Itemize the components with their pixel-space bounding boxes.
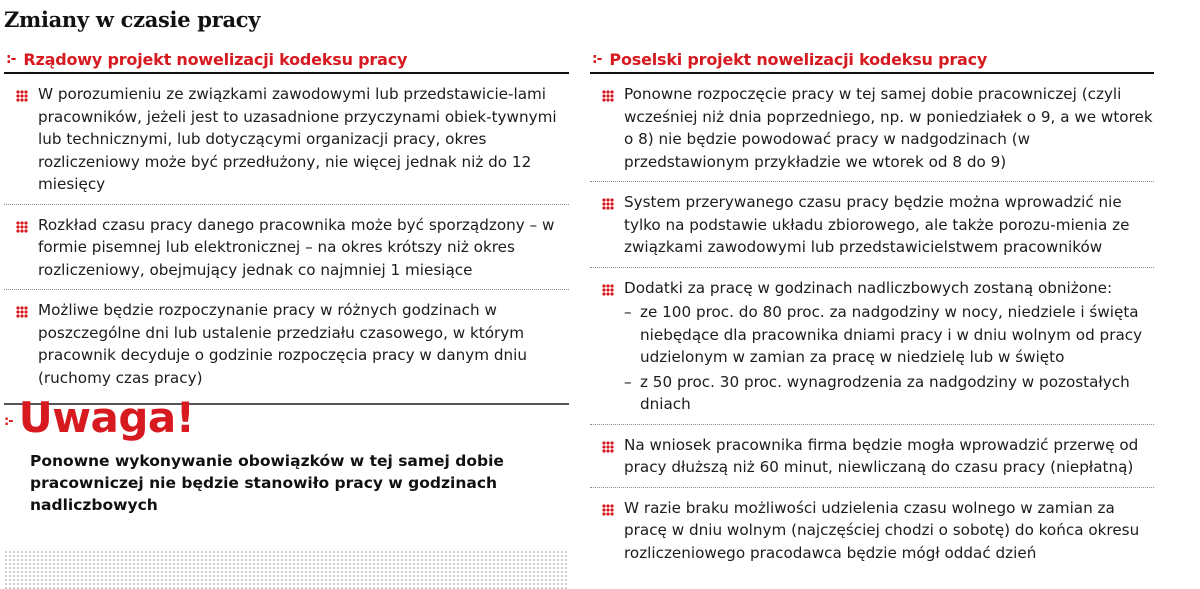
warning-header	[4, 394, 569, 442]
warning-title: Uwaga!	[18, 393, 195, 442]
left-section-header	[4, 46, 569, 74]
right-section-title: Poselski projekt nowelizacji kodeksu pracy	[609, 49, 988, 69]
dot-grid-bullet-icon	[602, 504, 614, 516]
left-section-title: Rządowy projekt nowelizacji kodeksu pracy	[23, 49, 408, 69]
page-title: Zmiany w czasie pracy	[4, 7, 261, 32]
warning-marker-icon: :-	[4, 414, 13, 429]
list-item-text: Ponowne rozpoczęcie pracy w tej samej dobie pracowniczej (czyli wcześniej niż dnia poprzedniego, np. w poniedziałek o 9, a we wtorek o 8) nie będzie powodować pracy w nadgodzinach (w przedstawionym przykładzie we wtorek od 8 do 9)	[624, 85, 1153, 171]
section-marker-icon: :-	[6, 51, 16, 67]
list-item	[590, 487, 1154, 573]
left-column	[4, 46, 569, 405]
list-item-text: W razie braku możliwości udzielenia czasu wolnego w zamian za pracę w dniu wolnym (najczęściej chodzi o sobotę) do końca okresu rozliczeniowego pracodawca będzie mógł oddać dzień	[624, 498, 1140, 562]
list-item	[4, 74, 569, 204]
list-item-text: W porozumieniu ze związkami zawodowymi lub przedstawicie-lami pracowników, jeżeli jest to uzasadnione przyczynami obiek-tywnymi lub technicznymi, lub dotyczącymi organizacji pracy, okres rozliczeniowy może być przedłużony, nie więcej jednak niż do 12 miesięcy	[38, 85, 557, 193]
list-item-text: Dodatki za pracę w godzinach nadliczbowych zostaną obniżone:	[624, 278, 1113, 297]
right-section-header	[590, 46, 1154, 74]
section-marker-icon: :-	[592, 51, 602, 67]
list-item-text: Możliwe będzie rozpoczynanie pracy w różnych godzinach w poszczególne dni lub ustalenie przedziału czasowego, w którym pracownik decyduje o godzinie rozpoczęcia pracy w danym dniu (ruchomy czas pracy)	[38, 301, 527, 387]
dot-grid-bullet-icon	[602, 198, 614, 210]
halftone-decoration	[4, 550, 569, 589]
dash-icon: –	[624, 303, 632, 321]
dot-grid-bullet-icon	[602, 90, 614, 102]
dot-grid-bullet-icon	[602, 441, 614, 453]
list-item	[590, 181, 1154, 267]
list-item	[590, 74, 1154, 181]
list-item	[4, 204, 569, 290]
list-item	[590, 267, 1154, 424]
sub-list-item-text: z 50 proc. 30 proc. wynagrodzenia za nadgodziny w pozostałych dniach	[640, 372, 1130, 413]
list-item-text: Na wniosek pracownika firma będzie mogła wprowadzić przerwę od pracy dłuższą niż 60 minut, niewliczaną do czasu pracy (niepłatną)	[624, 435, 1139, 476]
dot-grid-bullet-icon	[16, 306, 28, 318]
sub-list	[624, 301, 1154, 416]
sub-list-item	[624, 301, 1154, 369]
warning-box	[4, 394, 569, 516]
sub-list-item	[624, 371, 1154, 416]
dash-icon: –	[624, 372, 632, 391]
list-item-text: System przerywanego czasu pracy będzie można wprowadzić nie tylko na podstawie układu zbiorowego, ale także porozu-mienia ze związkami zawodowymi lub przedstawicielstwem pracowników	[624, 193, 1130, 256]
list-item-text: Rozkład czasu pracy danego pracownika może być sporządzony – w formie pisemnej lub elektronicznej – na okres krótszy niż okres rozliczeniowy, obejmujący jednak co najmniej 1 miesiące	[38, 215, 555, 279]
sub-list-item-text: ze 100 proc. do 80 proc. za nadgodziny w nocy, niedziele i święta niebędące dla pracownika dniami pracy i w dniu wolnym od pracy udzielonym w zamian za pracę w niedzielę lub w święto	[640, 303, 1143, 366]
list-item	[4, 289, 569, 397]
list-item	[590, 424, 1154, 487]
right-column	[590, 46, 1154, 572]
dot-grid-bullet-icon	[16, 90, 28, 102]
dot-grid-bullet-icon	[16, 221, 28, 233]
warning-text: Ponowne wykonywanie obowiązków w tej samej dobie pracowniczej nie będzie stanowiło pracy w godzinach nadliczbowych	[30, 452, 504, 514]
dot-grid-bullet-icon	[602, 284, 614, 296]
